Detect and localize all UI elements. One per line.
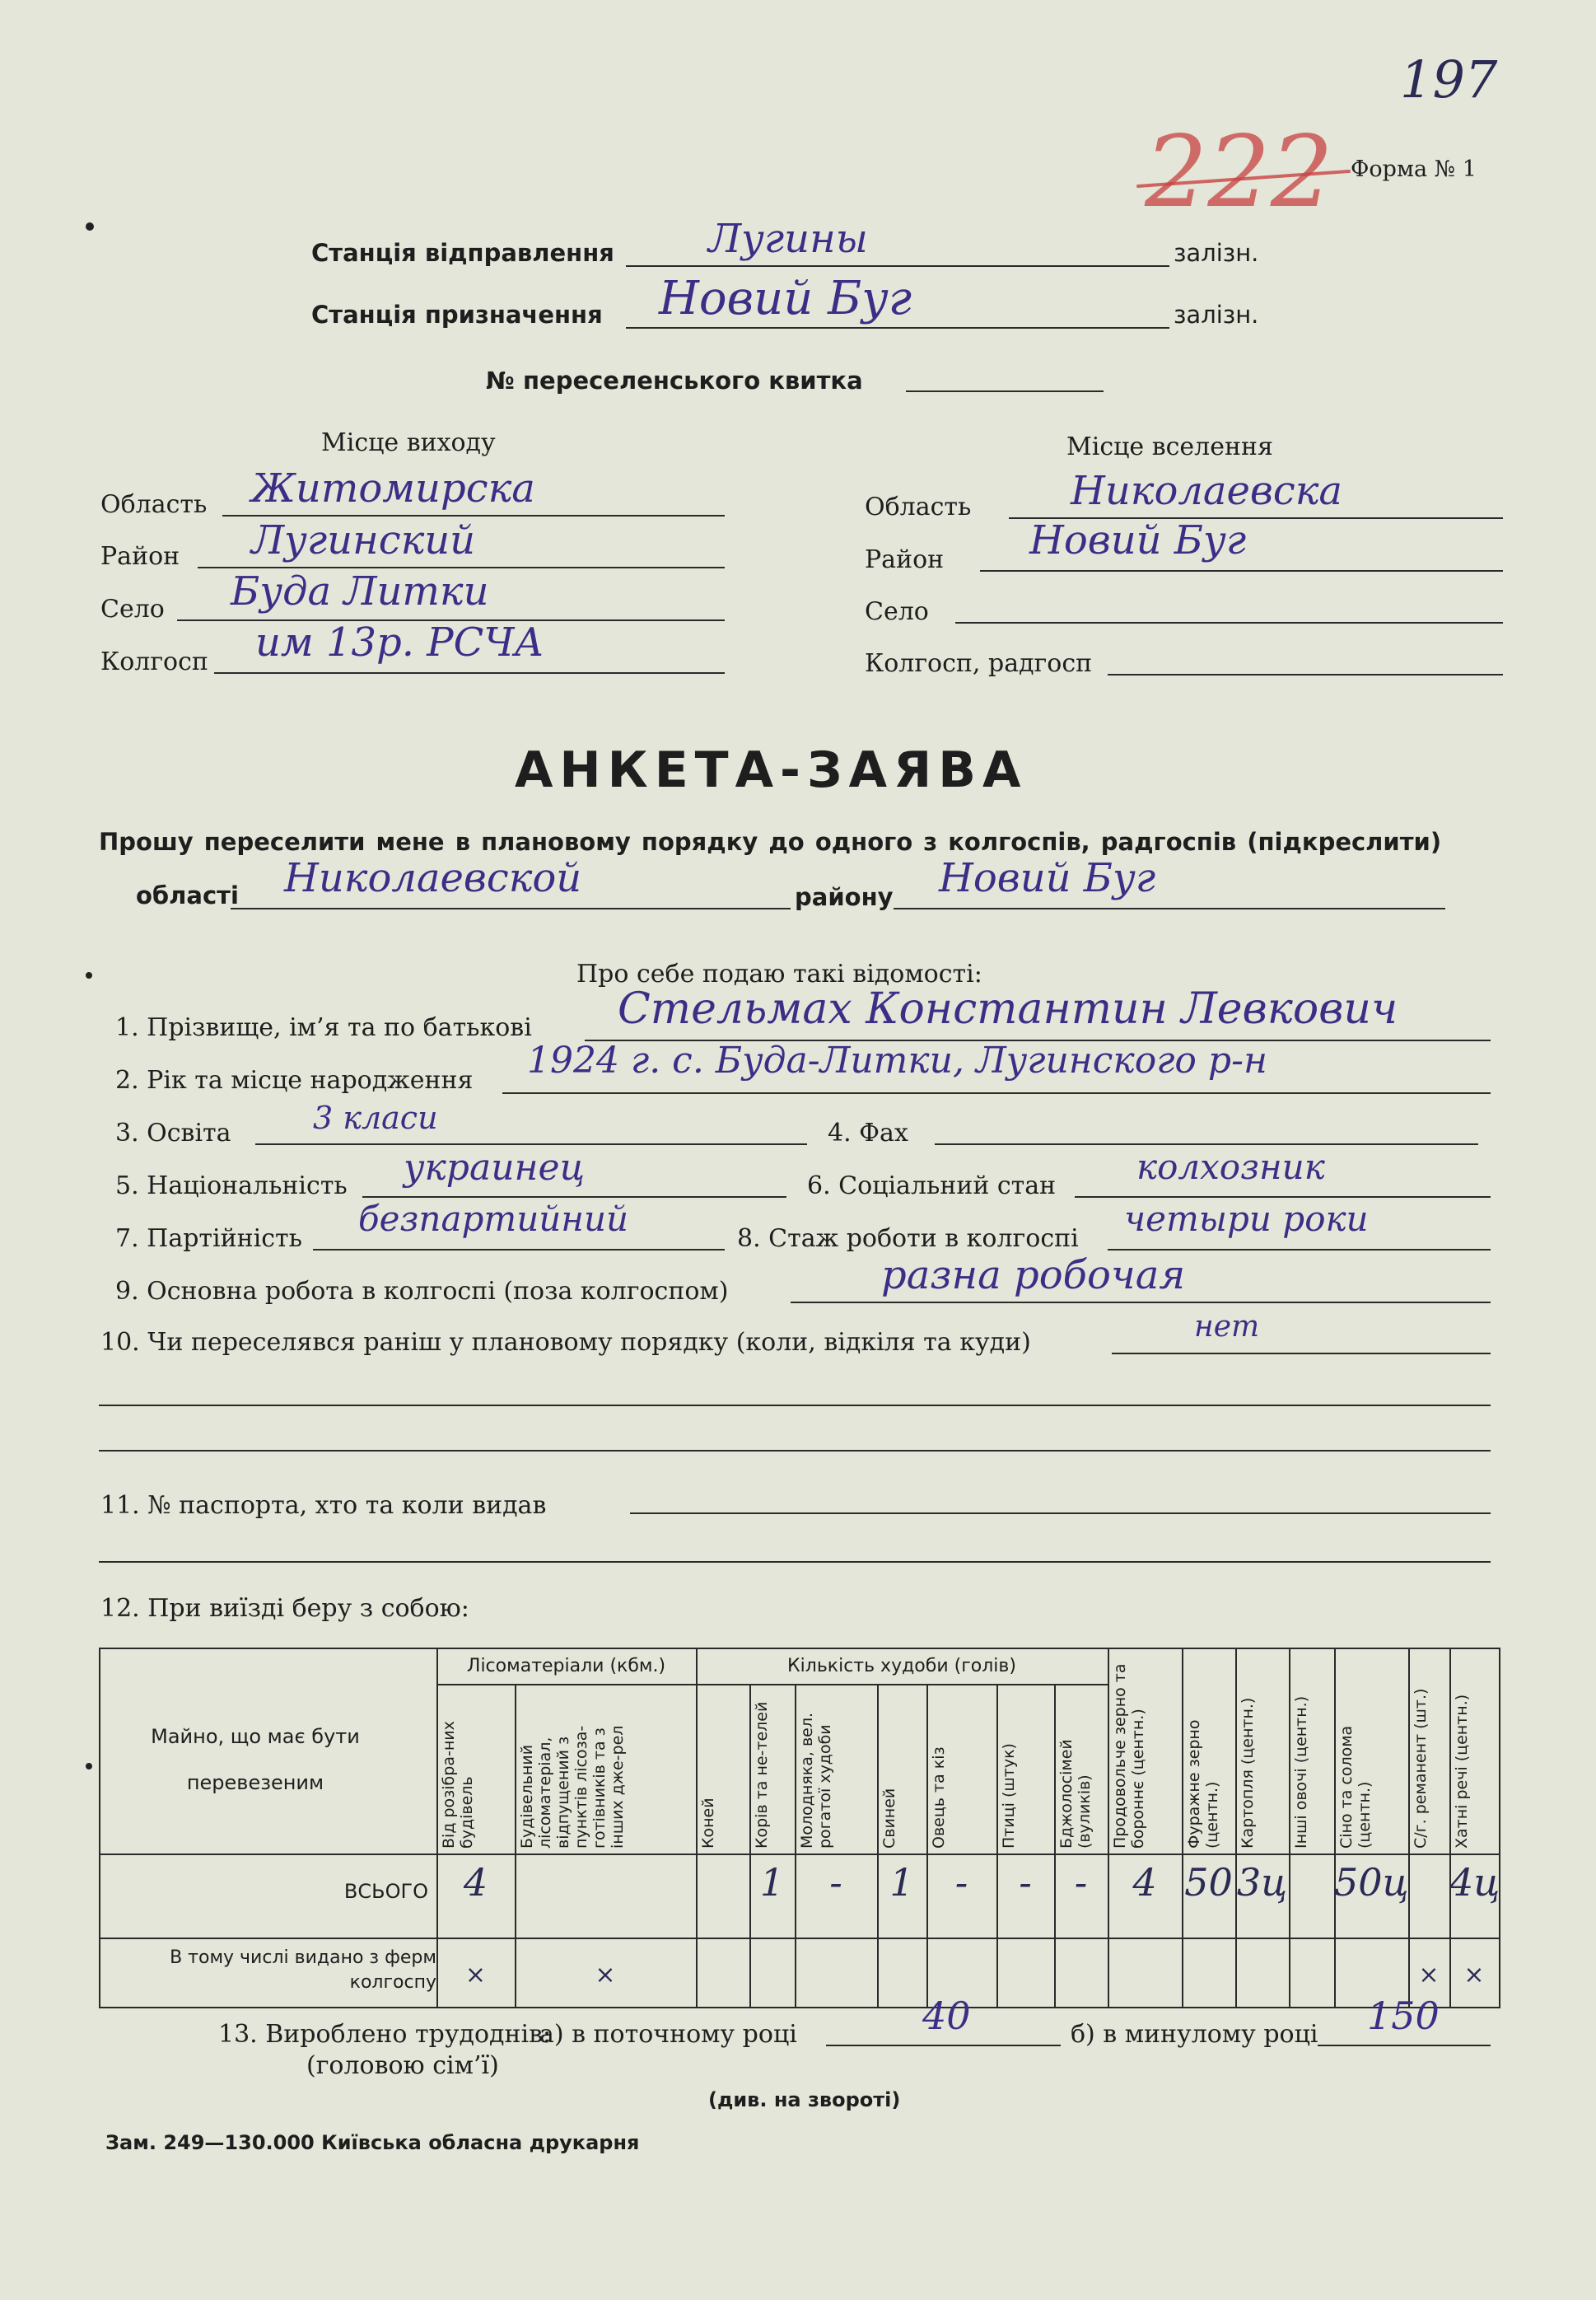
field-12-label: 12. При виїзді беру з собою: <box>100 1594 469 1623</box>
field-11-line-2 <box>99 1561 1491 1563</box>
old-number: 222 <box>1145 115 1334 230</box>
field-2-label: 2. Рік та місце народження <box>115 1066 474 1095</box>
field-9-value: разна робочая <box>881 1252 1186 1298</box>
table-column-divider <box>1054 1684 1056 2008</box>
table-column-header-2: Будівельний лісоматеріал, відпущений з пунктів лісоза-готівників та з інших дже-рел <box>518 1725 627 1849</box>
field-9-line <box>791 1302 1491 1303</box>
field-6-label: 6. Соціальний стан <box>807 1171 1057 1200</box>
punch-mark <box>86 972 92 979</box>
row-total-cell-5: - <box>829 1860 842 1905</box>
field-7-line <box>313 1249 725 1251</box>
field-8-line <box>1108 1249 1491 1251</box>
request-raion-label: району <box>795 883 894 911</box>
table-column-divider <box>1235 1648 1237 2008</box>
row-farm-cell-1: × <box>464 1961 487 1989</box>
row-total-label: ВСЬОГО <box>343 1880 428 1903</box>
table-column-divider <box>1499 1648 1500 2008</box>
punch-mark <box>86 222 94 231</box>
row-farm-label: В тому числі видано з ферм колгоспу <box>170 1947 436 1993</box>
origin-raion-value: Лугинский <box>251 517 476 563</box>
origin-oblast-value: Житомирска <box>251 465 535 512</box>
table-column-header-11: Фуражне зерно (центн.) <box>1185 1719 1221 1849</box>
field-10-label: 10. Чи переселявся раніш у плановому порядку (коли, відкіля та куди) <box>100 1328 1031 1357</box>
table-column-header-14: Сіно та солома (центн.) <box>1337 1725 1374 1849</box>
field-10-value: нет <box>1194 1310 1260 1344</box>
punch-mark <box>86 1763 92 1769</box>
field-13-current-line <box>826 2045 1061 2046</box>
row-total-cell-8: - <box>1019 1860 1032 1905</box>
station-destination-label: Станція призначення <box>311 301 603 329</box>
table-corner-header: Майно, що має бути перевезеним <box>151 1725 360 1794</box>
table-column-divider <box>996 1684 998 2008</box>
request-oblast-value: Николаевской <box>284 855 582 901</box>
table-column-divider <box>515 1684 516 2008</box>
field-10-line <box>1112 1353 1491 1354</box>
group-timber-header: Лісоматеріали (кбм.) <box>466 1656 666 1676</box>
origin-heading: Місце виходу <box>321 428 496 457</box>
station-destination-value: Новий Буг <box>659 272 912 325</box>
table-column-divider <box>1182 1648 1183 2008</box>
field-13-last-label: б) в минулому році <box>1071 2020 1318 2049</box>
field-6-value: колхозник <box>1136 1147 1325 1187</box>
field-13-last-value: 150 <box>1367 1994 1440 2038</box>
table-column-divider <box>1108 1648 1109 2008</box>
destination-selo-line <box>955 622 1503 624</box>
field-2-line <box>502 1092 1491 1094</box>
printer-footer: Зам. 249—130.000 Київська обласна друкарня <box>105 2131 640 2154</box>
field-13-sub: (головою сім’ї) <box>306 2051 499 2080</box>
table-column-header-10: Продовольче зерно та бороннє (центн.) <box>1111 1663 1147 1849</box>
station-destination-line <box>626 327 1169 329</box>
field-5-line <box>362 1196 786 1198</box>
origin-selo-value: Буда Литки <box>231 568 489 615</box>
field-5-value: украинец <box>404 1147 586 1189</box>
station-destination-suffix: залізн. <box>1174 301 1259 329</box>
origin-selo-label: Село <box>100 595 165 624</box>
ticket-line <box>906 390 1104 392</box>
destination-selo-label: Село <box>865 597 929 626</box>
table-column-header-8: Птиці (штук) <box>1000 1743 1018 1849</box>
field-3-value: 3 класи <box>313 1100 438 1136</box>
destination-raion-line <box>980 570 1503 572</box>
field-8-label: 8. Стаж роботи в колгоспі <box>737 1224 1079 1253</box>
table-column-header-16: Хатні речі (центн.) <box>1453 1694 1471 1849</box>
origin-raion-label: Район <box>100 542 180 571</box>
table-column-header-4: Корів та не-телей <box>753 1701 771 1849</box>
request-oblast-line <box>231 908 791 909</box>
destination-oblast-label: Область <box>865 493 972 521</box>
field-11-label: 11. № паспорта, хто та коли видав <box>100 1491 547 1520</box>
field-1-label: 1. Прізвище, ім’я та по батькові <box>115 1013 532 1042</box>
table-column-header-7: Овець та кіз <box>930 1746 948 1849</box>
station-departure-label: Станція відправлення <box>311 239 614 267</box>
field-9-label: 9. Основна робота в колгоспі (поза колгоспом) <box>115 1277 729 1306</box>
row-total-cell-7: - <box>954 1860 968 1905</box>
field-8-value: четыри роки <box>1124 1199 1369 1239</box>
table-column-divider <box>1289 1648 1290 2008</box>
destination-raion-value: Новий Буг <box>1029 517 1247 563</box>
table-column-header-13: Інші овочі (центн.) <box>1292 1695 1310 1849</box>
origin-kolhosp-value: им 13р. РСЧА <box>255 619 544 666</box>
field-7-label: 7. Партійність <box>115 1224 302 1253</box>
field-6-line <box>1075 1196 1491 1198</box>
group-cattle-underline <box>696 1684 1108 1685</box>
table-column-divider <box>795 1684 796 2008</box>
origin-oblast-line <box>222 515 725 517</box>
table-column-divider <box>749 1684 751 2008</box>
table-column-header-3: Коней <box>699 1797 717 1849</box>
belongings-table <box>99 1648 1499 2008</box>
row-total-cell-10: 4 <box>1132 1860 1157 1905</box>
table-column-divider <box>926 1684 928 2008</box>
origin-kolhosp-label: Колгосп <box>100 647 208 676</box>
field-13-current-label: а) в поточному році <box>539 2020 797 2049</box>
table-column-divider <box>877 1684 879 2008</box>
group-cattle-header: Кількість худоби (голів) <box>787 1656 1016 1676</box>
form-label: Форма № 1 <box>1351 157 1477 182</box>
request-raion-value: Новий Буг <box>939 855 1156 901</box>
table-column-header-15: С/г. реманент (шт.) <box>1412 1688 1430 1849</box>
field-13-label: 13. Вироблено трудоднів: <box>218 2020 552 2049</box>
table-left-border <box>99 1648 100 2008</box>
ticket-label: № переселенського квитка <box>486 367 863 395</box>
row-total-cell-11: 50 <box>1184 1860 1233 1905</box>
station-departure-value: Лугины <box>708 216 868 262</box>
origin-kolhosp-line <box>214 672 725 674</box>
table-column-divider <box>1449 1648 1451 2008</box>
field-1-value: Стельмах Константин Левкович <box>618 984 1398 1034</box>
row-total-cell-6: 1 <box>889 1860 914 1905</box>
table-column-divider <box>696 1648 698 2008</box>
origin-oblast-label: Область <box>100 490 208 519</box>
row-total-cell-12: 3ц <box>1236 1860 1288 1905</box>
table-column-header-6: Свиней <box>880 1788 898 1849</box>
field-13-current-value: 40 <box>922 1994 971 2038</box>
row-farm-cell-16: × <box>1463 1961 1485 1989</box>
form-title: АНКЕТА-ЗАЯВА <box>515 741 1028 799</box>
field-10-line-3 <box>99 1450 1491 1452</box>
field-7-value: безпартийний <box>358 1199 629 1239</box>
field-5-label: 5. Національність <box>115 1171 348 1200</box>
field-13-last-line <box>1318 2045 1491 2046</box>
destination-kolhosp-label: Колгосп, радгосп <box>865 649 1093 678</box>
row-total-cell-14: 50ц <box>1334 1860 1409 1905</box>
destination-raion-label: Район <box>865 545 945 574</box>
field-4-line <box>935 1143 1478 1145</box>
row-farm-cell-2: × <box>595 1961 616 1989</box>
destination-kolhosp-line <box>1108 674 1503 676</box>
table-column-divider <box>1334 1648 1336 2008</box>
table-column-header-5: Молодняка, вел. рогатої худоби <box>798 1712 834 1849</box>
table-column-header-9: Бджолосімей (вуликів) <box>1057 1739 1094 1849</box>
field-3-label: 3. Освіта <box>115 1119 231 1148</box>
field-4-label: 4. Фах <box>828 1119 908 1148</box>
row-total-cell-9: - <box>1074 1860 1088 1905</box>
table-column-header-12: Картопля (центн.) <box>1239 1697 1257 1849</box>
row-total-cell-1: 4 <box>463 1860 488 1905</box>
table-column-divider <box>1408 1648 1410 2008</box>
group-timber-underline <box>436 1684 696 1685</box>
request-line: Прошу переселити мене в плановому порядку до одного з колгоспів, радгоспів (підкреслити) <box>99 828 1442 856</box>
table-column-header-1: Від розібра-них будівель <box>440 1721 476 1849</box>
row-farm-cell-15: × <box>1418 1961 1440 1989</box>
field-11-line <box>630 1512 1491 1514</box>
destination-heading: Місце вселення <box>1066 432 1273 461</box>
archive-number: 197 <box>1400 49 1498 110</box>
row-total-cell-4: 1 <box>759 1860 785 1905</box>
destination-oblast-value: Николаевска <box>1071 468 1343 514</box>
station-departure-suffix: залізн. <box>1174 239 1259 267</box>
field-10-line-2 <box>99 1405 1491 1406</box>
intro-text: Про себе подаю такі відомості: <box>576 960 982 989</box>
request-raion-line <box>894 908 1445 909</box>
field-2-value: 1924 г. с. Буда-Литки, Лугинского р-н <box>527 1040 1267 1082</box>
request-oblast-label: області <box>136 881 239 909</box>
field-3-line <box>255 1143 807 1145</box>
table-column-divider <box>436 1648 438 2008</box>
row-total-cell-16: 4ц <box>1449 1860 1500 1905</box>
see-back-note: (див. на звороті) <box>708 2088 901 2111</box>
station-departure-line <box>626 265 1169 267</box>
